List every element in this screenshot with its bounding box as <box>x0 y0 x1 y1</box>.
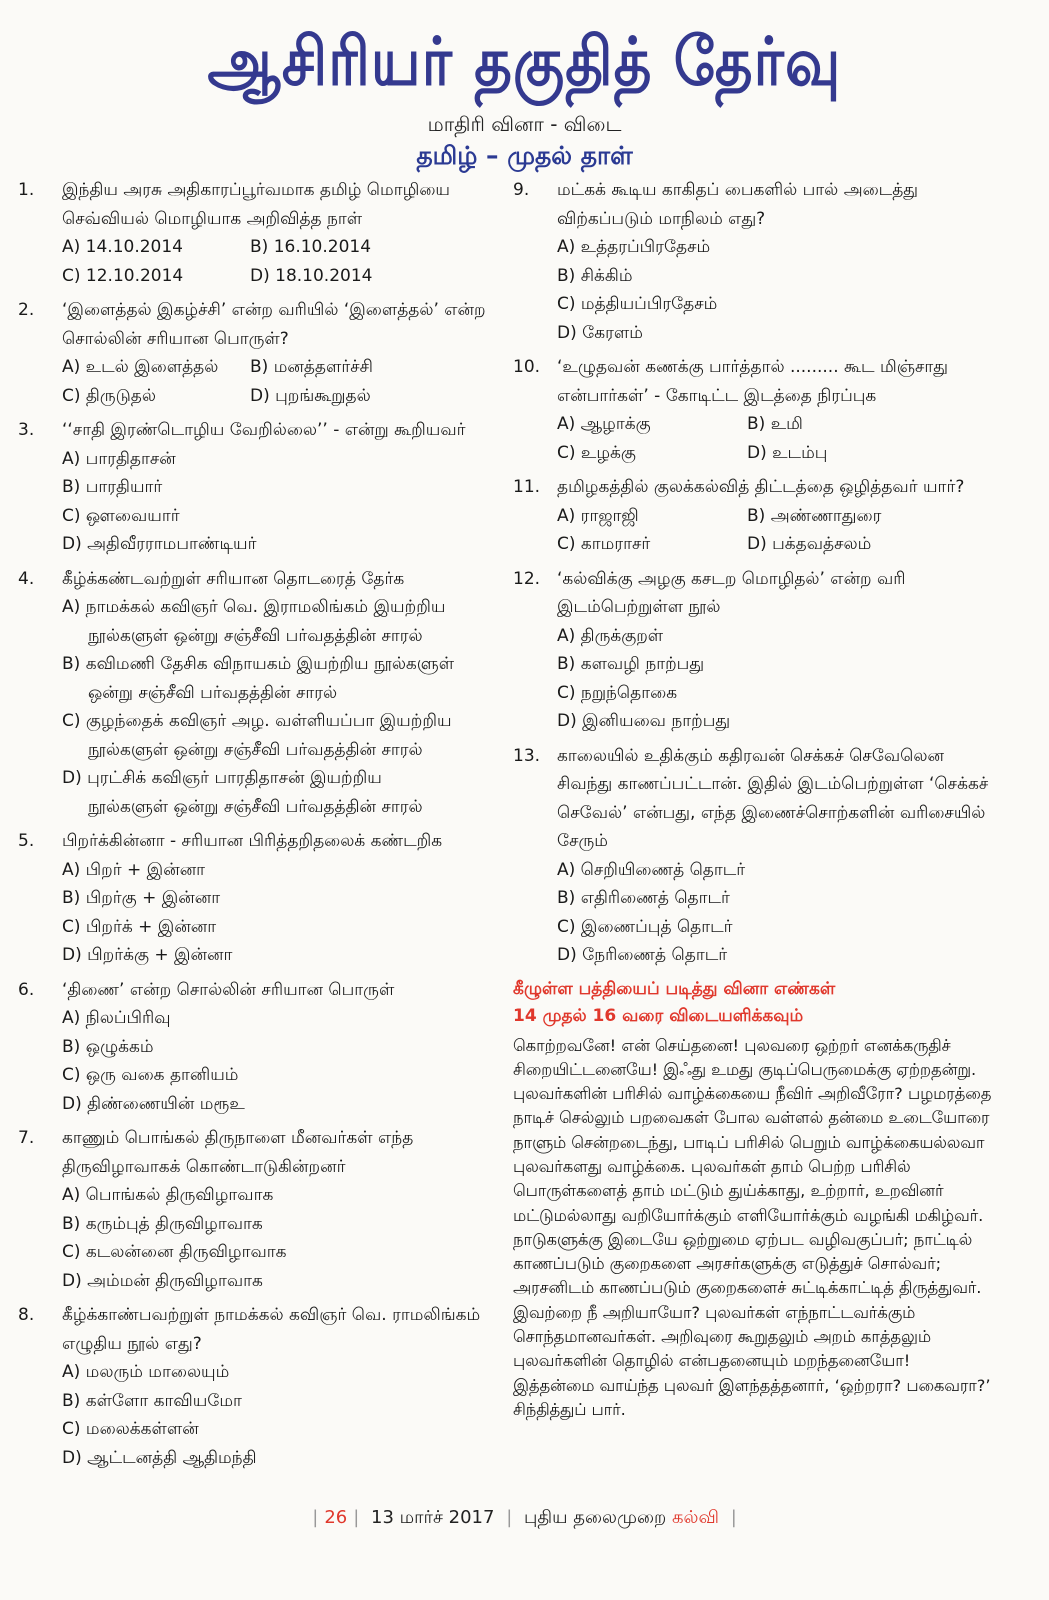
option: B) அண்ணாதுரை <box>747 505 882 526</box>
option: B) மனத்தளர்ச்சி <box>250 357 373 377</box>
page-title: ஆசிரியர் தகுதித் தேர்வு <box>207 22 842 101</box>
option: C) பிறர்க் + இன்னா <box>62 916 217 937</box>
question-13 <box>513 742 993 970</box>
question-4 <box>18 565 498 822</box>
question-8 <box>18 1301 498 1472</box>
option: D) இனியவை நாற்பது <box>557 711 731 731</box>
option: A) பிறர் + இன்னா <box>62 859 206 880</box>
question-number: 3. <box>18 420 35 440</box>
option: A) நாமக்கல் கவிஞர் வெ. இராமலிங்கம் இயற்றிய <box>62 597 446 617</box>
option: B) உமி <box>747 414 803 434</box>
passage-heading-line: கீழுள்ள பத்தியைப் படித்து வினா எண்கள் <box>513 978 836 999</box>
question-3 <box>18 416 498 559</box>
option: D) 18.10.2014 <box>250 265 373 286</box>
option-continued: நூல்களுள் ஒன்று சஞ்சீவி பர்வதத்தின் சாரல் <box>88 625 423 646</box>
reading-passage: கொற்றவனே! என் செய்தனை! புலவரை ஒற்றர் எனக்கருதிச் சிறையிட்டனையே! இஃது உமது குடிப்பெருமைக்கு ஏற்றதன்று. புலவர்களின் பரிசில் வாழ்க்கையை நீவிர் அறிவீரோ? பழமரத்தை நாடிச் செல்லும் பறவைகள் போல வள்ளல் தன்மை உடையோரை நாளும் சென்றடைந்து, பாடிப் பரிசில் பெறும் வாழ்க்கையல்லவா புலவர்களது வாழ்க்கை. புலவர்கள் தாம் பெற்ற பரிசில் பொருள்களைத் தாம் மட்டும் துய்க்காது, உற்றார், உறவினர் மட்டுமல்லாது வறியோர்க்கும் எளியோர்க்கும் வழங்கி மகிழ்வர். நாடுகளுக்கு இடையே ஒற்றுமை ஏற்பட வழிவகுப்பர்; நாட்டில் காணப்படும் குறைகளை அரசர்களுக்கு எடுத்துச் சொல்வர்; அரசனிடம் காணப்படும் குறைகளைச் சுட்டிக்காட்டித் திருத்துவர். இவற்றை நீ அறியாயோ? புலவர்கள் எந்நாட்டவர்க்கும் சொந்தமானவர்கள். அறிவுரை கூறுதலும் அறம் காத்தலும் புலவர்களின் தொழில் என்பதனையும் மறந்தனையோ! இத்தன்மை வாய்ந்த புலவர் இளந்தத்தனார், ‘ஒற்றரா? பகைவரா?’ சிந்தித்துப் பார். <box>513 1035 992 1419</box>
option: A) உடல் இளைத்தல் <box>62 357 219 377</box>
option: A) மலரும் மாலையும் <box>62 1362 230 1382</box>
question-number: 4. <box>18 568 35 589</box>
option: A) திருக்குறள் <box>557 625 664 646</box>
option: D) பிறர்க்கு + இன்னா <box>62 945 233 965</box>
passage-heading-line: 14 முதல் 16 வரை விடையளிக்கவும் <box>513 1005 804 1026</box>
question-text: ‘திணை’ என்ற சொல்லின் சரியான பொருள் <box>62 979 395 1000</box>
question-number: 1. <box>18 180 35 200</box>
question-number: 12. <box>513 568 541 589</box>
option: C) ஒரு வகை தானியம் <box>62 1065 239 1085</box>
question-text: கீழ்க்கண்டவற்றுள் சரியான தொடரைத் தேர்க <box>62 568 405 589</box>
question-5 <box>18 827 498 970</box>
option: C) உழக்கு <box>557 442 636 463</box>
paper-heading: தமிழ் – முதல் தாள் <box>416 141 633 170</box>
option: D) உடம்பு <box>747 442 828 463</box>
question-text: கீழ்க்காண்பவற்றுள் நாமக்கல் கவிஞர் வெ. ராமலிங்கம் எழுதிய நூல் எது? <box>62 1305 481 1354</box>
question-number: 10. <box>513 357 541 377</box>
option: C) மத்தியப்பிரதேசம் <box>557 294 718 314</box>
question-number: 13. <box>513 745 541 766</box>
question-number: 9. <box>513 180 530 200</box>
option: C) நறுந்தொகை <box>557 682 678 703</box>
option-continued: நூல்களுள் ஒன்று சஞ்சீவி பர்வதத்தின் சாரல் <box>88 739 423 760</box>
question-text: இந்திய அரசு அதிகாரப்பூர்வமாக தமிழ் மொழியை செவ்வியல் மொழியாக அறிவித்த நாள் <box>62 180 450 229</box>
question-text: மட்கக் கூடிய காகிதப் பைகளில் பால் அடைத்து விற்கப்படும் மாநிலம் எது? <box>557 180 919 229</box>
option: A) உத்தரப்பிரதேசம் <box>557 237 711 257</box>
option: D) புரட்சிக் கவிஞர் பாரதிதாசன் இயற்றிய <box>62 768 382 788</box>
question-2 <box>18 296 498 410</box>
option: A) ராஜாஜி <box>557 505 639 526</box>
question-number: 2. <box>18 300 35 320</box>
option: A) செறியிணைத் தொடர் <box>557 859 746 880</box>
option: D) பக்தவத்சலம் <box>747 534 872 554</box>
option: D) ஆட்டனத்தி ஆதிமந்தி <box>62 1447 257 1468</box>
option: A) பொங்கல் திருவிழாவாக <box>62 1185 274 1205</box>
option: B) பாரதியார் <box>62 477 163 497</box>
option: D) புறங்கூறுதல் <box>250 385 371 406</box>
page-number: 26 <box>324 1507 348 1528</box>
question-9 <box>513 176 993 347</box>
option: C) ஔவையார் <box>62 505 180 526</box>
divider: | <box>506 1507 513 1528</box>
question-1 <box>18 176 498 290</box>
page-subtitle: மாதிரி வினா - விடை <box>427 112 622 136</box>
question-number: 5. <box>18 831 35 851</box>
option: B) கரும்புத் திருவிழாவாக <box>62 1213 263 1234</box>
option: D) அதிவீரராமபாண்டியர் <box>62 534 257 554</box>
divider: | <box>353 1507 360 1528</box>
question-11 <box>513 473 993 559</box>
divider: | <box>312 1507 319 1528</box>
question-7 <box>18 1124 498 1295</box>
option: B) சிக்கிம் <box>557 265 633 286</box>
option: C) குழந்தைக் கவிஞர் அழ. வள்ளியப்பா இயற்றிய <box>62 711 452 731</box>
question-text: ‘இளைத்தல் இகழ்ச்சி’ என்ற வரியில் ‘இளைத்தல்’ என்ற சொல்லின் சரியான பொருள்? <box>62 300 486 349</box>
question-number: 11. <box>513 477 541 497</box>
magazine-name: புதிய தலைமுறை <box>524 1507 667 1528</box>
option-continued: ஒன்று சஞ்சீவி பர்வதத்தின் சாரல் <box>88 682 338 703</box>
option: B) ஒழுக்கம் <box>62 1036 154 1057</box>
page-footer <box>0 1507 1049 1530</box>
option: B) 16.10.2014 <box>250 237 372 257</box>
question-text: தமிழகத்தில் குலக்கல்வித் திட்டத்தை ஒழித்தவர் யார்? <box>557 477 965 497</box>
option: C) கடலன்னை திருவிழாவாக <box>62 1242 287 1262</box>
option: B) கள்ளோ காவியமோ <box>62 1390 242 1411</box>
question-12 <box>513 565 993 736</box>
option: D) நேரிணைத் தொடர் <box>557 945 728 965</box>
question-text: காலையில் உதிக்கும் கதிரவன் செக்கச் செவேலென சிவந்து காணப்பட்டான். இதில் இடம்பெற்றுள்ள ‘செக்கச் செவேல்’ என்பது, எந்த இணைச்சொற்களின் வரிசையில் சேரும் <box>557 745 989 851</box>
question-10 <box>513 353 993 467</box>
issue-date: 13 மார்ச் 2017 <box>371 1507 495 1528</box>
option: C) திருடுதல் <box>62 385 156 406</box>
question-text: பிறர்க்கின்னா - சரியான பிரித்தறிதலைக் கண்டறிக <box>62 831 443 851</box>
option: A) ஆழாக்கு <box>557 414 651 434</box>
option: B) பிறர்கு + இன்னா <box>62 888 221 908</box>
option-continued: நூல்களுள் ஒன்று சஞ்சீவி பர்வதத்தின் சாரல் <box>88 796 423 817</box>
option: B) எதிரிணைத் தொடர் <box>557 888 730 908</box>
option: D) திண்ணையின் மரூஉ <box>62 1093 245 1114</box>
magazine-section: கல்வி <box>672 1507 719 1528</box>
passage-heading <box>513 976 993 1030</box>
option: A) 14.10.2014 <box>62 237 184 257</box>
question-text: ‘‘சாதி இரண்டொழிய வேறில்லை’’ - என்று கூறியவர் <box>62 420 466 440</box>
left-column <box>18 176 498 1478</box>
question-text: ‘உழுதவன் கணக்கு பார்த்தால் ......... கூட மிஞ்சாது என்பார்கள்’ - கோடிட்ட இடத்தை நிரப்புக <box>557 357 949 406</box>
option: C) 12.10.2014 <box>62 265 184 286</box>
question-text: காணும் பொங்கல் திருநாளை மீனவர்கள் எந்த திருவிழாவாகக் கொண்டாடுகின்றனர் <box>62 1128 414 1177</box>
question-text: ‘கல்விக்கு அழகு கசடற மொழிதல்’ என்ற வரி இடம்பெற்றுள்ள நூல் <box>557 568 906 617</box>
option: A) நிலப்பிரிவு <box>62 1008 171 1028</box>
option: C) காமராசர் <box>557 534 651 554</box>
option: C) இணைப்புத் தொடர் <box>557 916 733 937</box>
option: A) பாரதிதாசன் <box>62 448 176 469</box>
question-number: 6. <box>18 979 35 1000</box>
divider: | <box>730 1507 737 1528</box>
question-number: 8. <box>18 1305 35 1325</box>
option: B) களவழி நாற்பது <box>557 654 705 674</box>
option: B) கவிமணி தேசிக விநாயகம் இயற்றிய நூல்களுள் <box>62 654 455 674</box>
option: D) அம்மன் திருவிழாவாக <box>62 1270 263 1291</box>
option: D) கேரளம் <box>557 322 643 343</box>
question-6 <box>18 976 498 1119</box>
option: C) மலைக்கள்ளன் <box>62 1419 199 1439</box>
right-column <box>513 176 993 1422</box>
question-number: 7. <box>18 1128 35 1148</box>
